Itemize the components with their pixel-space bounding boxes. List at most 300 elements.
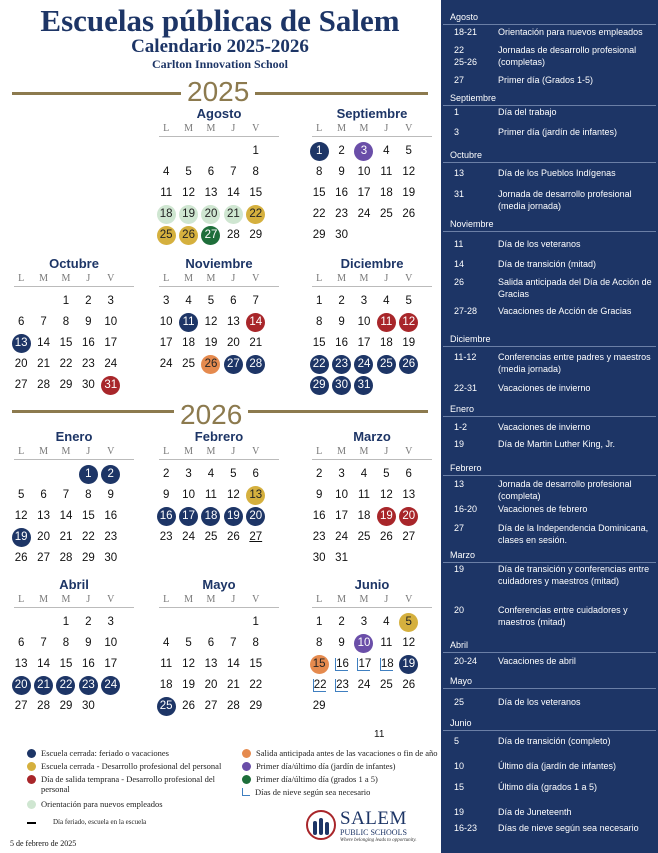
day-cell: 19 xyxy=(10,527,32,548)
day-cell: 22 xyxy=(312,208,326,220)
weekday-label: V xyxy=(107,594,115,605)
month-mayo xyxy=(155,576,283,717)
sidebar-divider xyxy=(443,162,656,163)
weekday-label: L xyxy=(163,123,170,134)
weekday-label: M xyxy=(61,594,71,605)
weekday-label: M xyxy=(359,123,369,134)
day-cell: 31 xyxy=(353,375,375,396)
month-diciembre xyxy=(308,255,436,396)
week-row xyxy=(155,527,283,548)
day-cell: 7 xyxy=(62,489,70,501)
day-cell: 16 xyxy=(104,510,118,522)
month-name: Mayo xyxy=(202,577,236,592)
empty-cell xyxy=(155,612,177,633)
weekday-header xyxy=(155,445,283,459)
logo-emblem-icon xyxy=(306,810,336,840)
empty-cell xyxy=(32,291,54,312)
legend-mint-swatch xyxy=(27,800,36,809)
sidebar-event-date: 3 xyxy=(454,127,460,137)
day-cell: 26 xyxy=(398,354,420,375)
day-cell: 27 xyxy=(14,700,28,712)
day-cell: 5 xyxy=(405,295,412,307)
week-row xyxy=(155,633,283,654)
legend-item: Escuela cerrada - Desarrollo profesional del personal xyxy=(41,761,222,771)
sidebar-month-heading: Abril xyxy=(450,640,469,650)
day-cell: 8 xyxy=(315,316,323,328)
day-cell: 16 xyxy=(312,510,326,522)
weekday-label: V xyxy=(107,446,115,457)
legend-green-swatch xyxy=(242,775,251,784)
day-cell: 6 xyxy=(405,468,412,480)
weekday-label: M xyxy=(206,123,216,134)
day-cell: 4 xyxy=(185,295,192,307)
empty-cell xyxy=(177,141,199,162)
day-cell: 25 xyxy=(155,225,177,246)
week-row xyxy=(155,485,283,506)
day-cell: 5 xyxy=(17,489,25,501)
sidebar-month-heading: Junio xyxy=(450,718,472,728)
month-name: Diciembre xyxy=(340,256,404,271)
day-cell: 17 xyxy=(335,510,348,522)
day-cell: 19 xyxy=(222,506,244,527)
day-cell: 20 xyxy=(10,675,32,696)
day-cell: 25 xyxy=(379,679,393,691)
day-cell: 17 xyxy=(177,506,199,527)
month-name: Enero xyxy=(55,429,93,444)
day-cell: 27 xyxy=(37,552,50,564)
day-cell: 12 xyxy=(398,312,420,333)
month-rule xyxy=(14,459,134,460)
week-row xyxy=(308,204,436,225)
day-cell: 5 xyxy=(185,166,192,178)
day-cell: 3 xyxy=(185,468,192,480)
week-row xyxy=(155,696,283,717)
day-cell: 2 xyxy=(85,295,92,307)
day-cell: 30 xyxy=(81,379,95,391)
legend-orange-swatch xyxy=(242,749,251,758)
day-cell: 20 xyxy=(37,531,50,543)
day-cell: 7 xyxy=(252,295,259,307)
weekday-label: V xyxy=(252,273,260,284)
sidebar-divider xyxy=(443,652,656,653)
sidebar-event-date: 27 xyxy=(454,75,465,85)
day-cell: 15 xyxy=(59,337,73,349)
week-row xyxy=(155,506,283,527)
weekday-label: L xyxy=(163,273,170,284)
day-cell: 31 xyxy=(335,552,348,564)
day-cell: 26 xyxy=(14,552,28,564)
day-cell: 19 xyxy=(375,506,397,527)
weekday-header xyxy=(10,272,138,286)
day-cell: 21 xyxy=(59,531,73,543)
sidebar-event-date: 27 xyxy=(454,523,465,533)
sidebar-event-text: Último día (grados 1 a 5) xyxy=(498,782,598,792)
weekday-label: J xyxy=(86,594,91,605)
weekday-header xyxy=(155,593,283,607)
day-cell: 16 xyxy=(81,337,95,349)
week-row xyxy=(308,375,436,396)
weekday-label: L xyxy=(18,273,25,284)
day-cell: 8 xyxy=(62,316,70,328)
empty-cell xyxy=(375,548,397,569)
legend-item: Primer día/último día (grados 1 a 5) xyxy=(256,774,378,784)
sidebar-event-date: 22 25-26 xyxy=(454,45,478,67)
day-cell: 3 xyxy=(360,295,368,307)
day-cell: 11 xyxy=(380,637,393,649)
weekday-label: J xyxy=(384,123,389,134)
school-name: Carlton Innovation School xyxy=(151,57,289,71)
day-cell: 11 xyxy=(380,166,393,178)
weekday-label: L xyxy=(316,594,323,605)
day-cell: 6 xyxy=(230,295,237,307)
day-cell: 1 xyxy=(62,616,70,628)
day-cell: 31 xyxy=(100,375,122,396)
month-agosto xyxy=(155,105,283,246)
day-cell: 22 xyxy=(245,204,267,225)
empty-cell xyxy=(10,612,32,633)
day-cell: 3 xyxy=(360,616,368,628)
day-cell: 19 xyxy=(177,204,199,225)
day-cell: 29 xyxy=(312,229,326,241)
day-cell: 1 xyxy=(62,295,70,307)
day-cell: 4 xyxy=(383,145,390,157)
sidebar-event-text: Jornada de desarrollo profesional (completa) xyxy=(498,479,632,501)
day-cell: 21 xyxy=(32,675,54,696)
week-row xyxy=(10,633,138,654)
weekday-label: M xyxy=(337,273,347,284)
weekday-header xyxy=(308,122,436,136)
day-cell: 23 xyxy=(81,358,95,370)
day-cell: 29 xyxy=(81,552,95,564)
legend-snow-icon xyxy=(242,788,250,796)
weekday-label: M xyxy=(337,446,347,457)
weekday-header xyxy=(155,272,283,286)
day-cell: 28 xyxy=(245,354,267,375)
sidebar-event-date: 5 xyxy=(454,736,460,746)
empty-cell xyxy=(330,696,352,717)
day-cell: 18 xyxy=(159,679,173,691)
week-row xyxy=(10,312,138,333)
sidebar-divider xyxy=(443,346,656,347)
day-cell: 30 xyxy=(81,700,95,712)
day-cell: 7 xyxy=(40,637,47,649)
month-rule xyxy=(14,607,134,608)
weekday-label: M xyxy=(184,446,194,457)
sidebar-divider xyxy=(443,475,656,476)
day-cell: 5 xyxy=(405,145,412,157)
empty-cell xyxy=(375,225,397,246)
day-cell: 10 xyxy=(357,316,371,328)
weekday-label: M xyxy=(206,594,216,605)
day-cell: 2 xyxy=(338,145,345,157)
events-sidebar xyxy=(441,0,658,853)
month-name: Febrero xyxy=(194,429,244,444)
empty-cell xyxy=(55,464,77,485)
week-row xyxy=(308,183,436,204)
day-cell: 14 xyxy=(37,658,50,670)
day-cell: 6 xyxy=(40,489,47,501)
weekday-label: L xyxy=(316,273,323,284)
sidebar-event-date: 16-23 xyxy=(454,823,478,833)
weekday-label: V xyxy=(405,446,413,457)
sidebar-divider xyxy=(443,231,656,232)
day-cell: 24 xyxy=(357,208,371,220)
day-cell: 25 xyxy=(204,531,218,543)
weekday-header xyxy=(10,593,138,607)
day-cell: 26 xyxy=(177,225,199,246)
legend-item: Escuela cerrada: feriado o vacaciones xyxy=(41,748,169,758)
day-cell: 12 xyxy=(226,489,240,501)
month-febrero xyxy=(155,428,283,548)
month-name: Noviembre xyxy=(185,256,253,271)
week-row xyxy=(155,312,283,333)
sidebar-month-heading: Agosto xyxy=(450,12,479,22)
weekday-label: J xyxy=(231,123,236,134)
sidebar-event-text: Día de transición (mitad) xyxy=(498,259,597,269)
day-cell: 15 xyxy=(308,654,330,675)
sidebar-event-text: Jornadas de desarrollo profesional (completas) xyxy=(498,45,637,67)
day-cell: 7 xyxy=(40,316,47,328)
empty-cell xyxy=(353,548,375,569)
sidebar-divider xyxy=(443,688,656,689)
day-cell: 5 xyxy=(398,612,420,633)
day-cell: 19 xyxy=(402,187,416,199)
day-cell: 21 xyxy=(249,337,263,349)
day-cell: 25 xyxy=(155,696,177,717)
sidebar-event-text: Día de los veteranos xyxy=(498,697,581,707)
day-cell: 13 xyxy=(37,510,50,522)
week-row xyxy=(308,654,436,675)
footer-date: 5 de febrero de 2025 xyxy=(10,839,77,848)
day-cell: 14 xyxy=(59,510,73,522)
weekday-label: M xyxy=(359,273,369,284)
weekday-label: L xyxy=(163,446,170,457)
sidebar-event-date: 22-31 xyxy=(454,383,478,393)
day-cell: 17 xyxy=(357,187,371,199)
day-cell: 20 xyxy=(200,204,222,225)
day-cell: 4 xyxy=(162,637,170,649)
day-cell: 9 xyxy=(107,489,114,501)
day-cell: 30 xyxy=(312,552,326,564)
sidebar-event-text: Día de Juneteenth xyxy=(498,807,572,817)
month-name: Marzo xyxy=(353,429,391,444)
day-cell: 3 xyxy=(107,616,114,628)
day-cell: 29 xyxy=(308,375,330,396)
day-cell: 21 xyxy=(222,204,244,225)
day-cell: 25 xyxy=(379,208,393,220)
weekday-label: V xyxy=(252,123,260,134)
legend-item: Día feriado, escuela en la escuela xyxy=(53,818,147,826)
day-cell: 30 xyxy=(330,375,352,396)
week-row xyxy=(10,506,138,527)
weekday-label: M xyxy=(337,594,347,605)
weekday-header xyxy=(308,445,436,459)
day-cell: 18 xyxy=(182,337,195,349)
day-cell: 15 xyxy=(59,658,73,670)
legend-item: Primer día/último día (jardín de infantes) xyxy=(256,761,396,771)
weekday-label: M xyxy=(337,123,347,134)
sidebar-event-text: Vacaciones de febrero xyxy=(498,504,588,514)
week-row xyxy=(155,654,283,675)
day-cell: 1 xyxy=(315,295,323,307)
day-cell: 23 xyxy=(330,354,352,375)
day-cell: 4 xyxy=(207,468,215,480)
week-row xyxy=(155,354,283,375)
day-cell: 8 xyxy=(85,489,92,501)
day-cell: 2 xyxy=(85,616,92,628)
empty-cell xyxy=(200,141,222,162)
day-cell: 27 xyxy=(14,379,28,391)
day-cell: 15 xyxy=(312,337,326,349)
day-cell: 19 xyxy=(204,337,218,349)
weekday-label: M xyxy=(359,594,369,605)
sidebar-event-text: Vacaciones de invierno xyxy=(498,383,591,393)
week-row xyxy=(155,225,283,246)
empty-cell xyxy=(200,612,222,633)
weekday-header xyxy=(155,122,283,136)
weekday-label: V xyxy=(405,273,413,284)
salem-logo xyxy=(306,808,428,848)
day-cell: 24 xyxy=(353,354,375,375)
day-cell: 19 xyxy=(398,654,420,675)
day-cell: 30 xyxy=(335,229,348,241)
weekday-label: J xyxy=(231,446,236,457)
day-cell: 12 xyxy=(182,187,195,199)
logo-name: SALEM xyxy=(340,808,407,829)
day-cell: 18 xyxy=(155,204,177,225)
day-cell: 9 xyxy=(338,637,345,649)
week-row xyxy=(308,612,436,633)
day-cell: 14 xyxy=(245,312,267,333)
month-rule xyxy=(159,136,279,137)
day-cell: 27 xyxy=(200,225,222,246)
day-cell: 12 xyxy=(402,166,416,178)
week-row xyxy=(10,375,138,396)
day-cell: 29 xyxy=(249,700,263,712)
weekday-label: L xyxy=(316,123,323,134)
empty-cell xyxy=(375,375,397,396)
week-row xyxy=(10,333,138,354)
day-cell: 11 xyxy=(160,187,173,199)
day-cell: 24 xyxy=(182,531,195,543)
weekday-label: L xyxy=(18,594,25,605)
day-cell: 23 xyxy=(336,679,349,691)
day-cell: 17 xyxy=(159,337,173,349)
month-name: Abril xyxy=(59,577,89,592)
week-row xyxy=(155,464,283,485)
weekday-label: V xyxy=(107,273,115,284)
sidebar-divider xyxy=(443,416,656,417)
weekday-label: L xyxy=(18,446,25,457)
sidebar-event-text: Día de los Pueblos Indígenas xyxy=(498,168,616,178)
day-cell: 10 xyxy=(104,637,118,649)
week-row xyxy=(155,612,283,633)
day-cell: 12 xyxy=(204,316,218,328)
week-row xyxy=(10,291,138,312)
month-rule xyxy=(159,459,279,460)
sidebar-month-heading: Diciembre xyxy=(450,334,491,344)
week-row xyxy=(155,162,283,183)
day-cell: 13 xyxy=(226,316,240,328)
weekday-label: V xyxy=(405,594,413,605)
day-cell: 17 xyxy=(357,337,371,349)
week-row xyxy=(308,675,436,696)
day-cell: 25 xyxy=(375,354,397,375)
sidebar-event-date: 20-24 xyxy=(454,656,478,666)
day-cell: 11 xyxy=(204,489,217,501)
week-row xyxy=(308,354,436,375)
sidebar-event-text: Día de Martin Luther King, Jr. xyxy=(498,439,616,449)
month-enero xyxy=(10,428,138,569)
sidebar-event-text: Primer día (Grados 1-5) xyxy=(498,75,594,85)
month-septiembre xyxy=(308,105,436,246)
day-cell: 26 xyxy=(226,531,240,543)
year-label-2025: 2025 xyxy=(181,77,255,107)
sidebar-event-text: Vacaciones de Acción de Gracias xyxy=(498,306,632,316)
day-cell: 3 xyxy=(338,468,345,480)
week-row xyxy=(308,696,436,717)
weekday-label: M xyxy=(39,273,49,284)
week-row xyxy=(308,464,436,485)
day-cell: 10 xyxy=(159,316,173,328)
day-cell: 13 xyxy=(14,658,28,670)
day-cell: 18 xyxy=(200,506,222,527)
weekday-header xyxy=(308,272,436,286)
day-cell: 29 xyxy=(59,700,73,712)
sidebar-event-text: Día de los veteranos xyxy=(498,239,581,249)
sidebar-divider xyxy=(443,24,656,25)
day-cell: 2 xyxy=(315,468,323,480)
sidebar-event-text: Día del trabajo xyxy=(498,107,557,117)
empty-cell xyxy=(353,696,375,717)
sidebar-event-date: 14 xyxy=(454,259,465,269)
weekday-label: M xyxy=(206,446,216,457)
day-cell: 8 xyxy=(315,637,323,649)
day-cell: 16 xyxy=(81,658,95,670)
weekday-label: M xyxy=(184,273,194,284)
weekday-label: J xyxy=(384,446,389,457)
month-marzo xyxy=(308,428,436,569)
weekday-label: J xyxy=(231,594,236,605)
weekday-label: J xyxy=(231,273,236,284)
week-row xyxy=(10,485,138,506)
empty-cell xyxy=(155,141,177,162)
empty-cell xyxy=(100,696,122,717)
day-cell: 18 xyxy=(357,510,371,522)
weekday-label: M xyxy=(39,446,49,457)
weekday-label: M xyxy=(61,273,71,284)
empty-cell xyxy=(375,696,397,717)
weekday-header xyxy=(308,593,436,607)
day-cell: 24 xyxy=(335,531,348,543)
day-cell: 4 xyxy=(162,166,170,178)
day-cell: 9 xyxy=(338,166,345,178)
day-cell: 8 xyxy=(252,166,259,178)
sidebar-event-date: 15 xyxy=(454,782,465,792)
day-cell: 16 xyxy=(155,506,177,527)
weekday-label: J xyxy=(384,594,389,605)
sidebar-event-text: Salida anticipada del Día de Acción de Gracias xyxy=(498,277,652,299)
sidebar-month-heading: Enero xyxy=(450,404,475,414)
day-cell: 17 xyxy=(104,658,118,670)
day-cell: 25 xyxy=(182,358,195,370)
sidebar-month-heading: Noviembre xyxy=(450,219,494,229)
day-cell: 12 xyxy=(402,637,416,649)
empty-cell xyxy=(353,225,375,246)
day-cell: 2 xyxy=(100,464,122,485)
day-cell: 19 xyxy=(402,337,416,349)
week-row xyxy=(155,333,283,354)
